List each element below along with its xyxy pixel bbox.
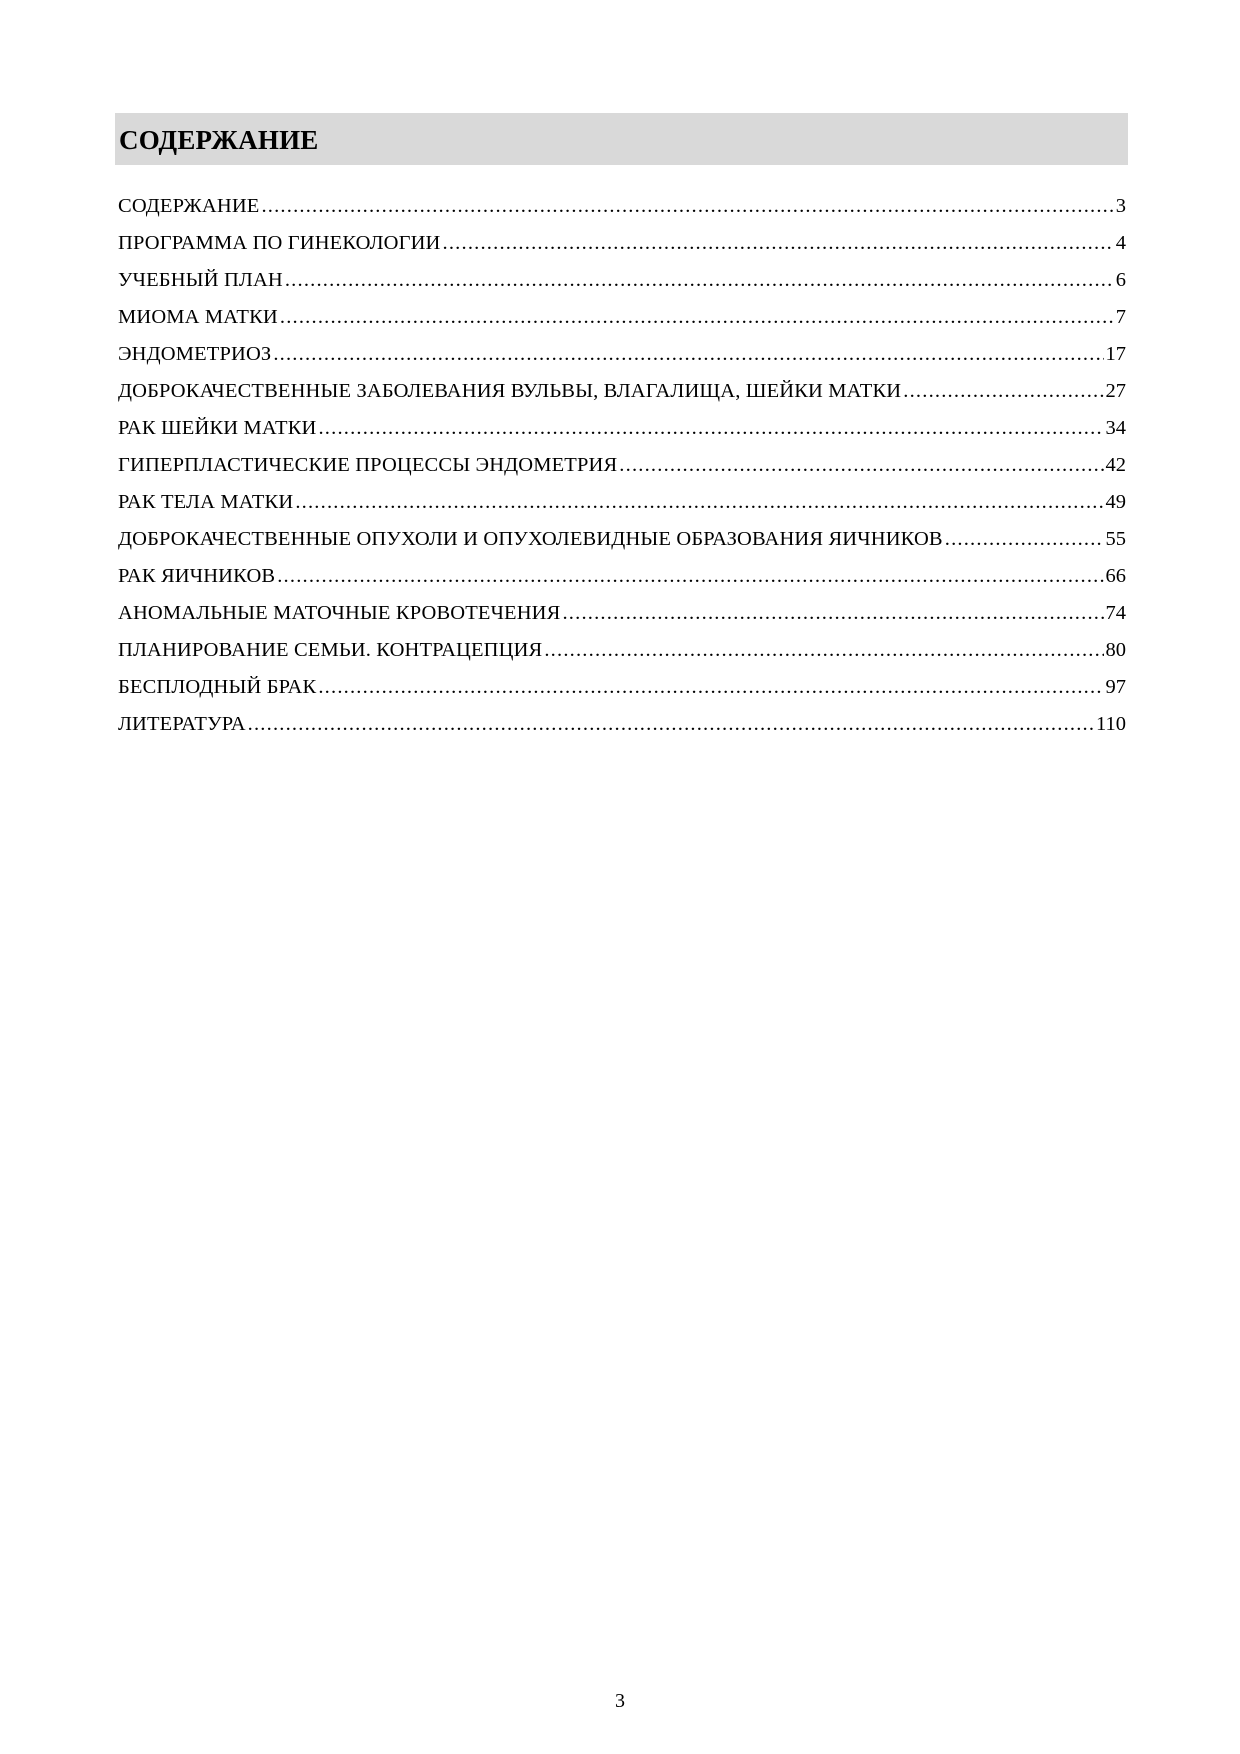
toc-entry[interactable] [118, 299, 1126, 336]
toc-entry-page: 74 [1105, 602, 1126, 624]
toc-entry-page: 7 [1115, 306, 1126, 328]
toc-dot-leader [945, 521, 1104, 558]
toc-entry-title: ПРОГРАММА ПО ГИНЕКОЛОГИИ [118, 232, 441, 254]
contents-heading: СОДЕРЖАНИЕ [119, 124, 319, 155]
toc-entry-page: 42 [1105, 454, 1126, 476]
toc-dot-leader [277, 558, 1103, 595]
toc-entry-page: 4 [1115, 232, 1126, 254]
toc-dot-leader [273, 336, 1103, 373]
toc-entry-title: ДОБРОКАЧЕСТВЕННЫЕ ЗАБОЛЕВАНИЯ ВУЛЬВЫ, ВЛАГАЛИЩА, ШЕЙКИ МАТКИ [118, 380, 902, 402]
toc-entry-title: РАК ТЕЛА МАТКИ [118, 491, 294, 513]
toc-entry-title: РАК ЯИЧНИКОВ [118, 565, 276, 587]
toc-dot-leader [318, 669, 1103, 706]
toc-entry-title: ГИПЕРПЛАСТИЧЕСКИЕ ПРОЦЕССЫ ЭНДОМЕТРИЯ [118, 454, 618, 476]
toc-entry-title: СОДЕРЖАНИЕ [118, 195, 260, 217]
toc-entry-title: БЕСПЛОДНЫЙ БРАК [118, 676, 317, 698]
toc-entry[interactable] [118, 484, 1126, 521]
toc-entry-page: 34 [1105, 417, 1126, 439]
toc-entry-page: 66 [1105, 565, 1126, 587]
toc-dot-leader [248, 706, 1094, 743]
page-number: 3 [615, 1690, 625, 1712]
toc-entry[interactable] [118, 632, 1126, 669]
toc-entry-title: ЛИТЕРАТУРА [118, 713, 246, 735]
toc-entry[interactable] [118, 521, 1126, 558]
toc-entry[interactable] [118, 447, 1126, 484]
toc-entry-title: МИОМА МАТКИ [118, 306, 278, 328]
toc-entry-page: 97 [1105, 676, 1126, 698]
toc-entry[interactable] [118, 188, 1126, 225]
toc-entry[interactable] [118, 669, 1126, 706]
contents-heading-band [115, 113, 1128, 165]
toc-entry-page: 3 [1115, 195, 1126, 217]
toc-dot-leader [318, 410, 1103, 447]
toc-entry-page: 110 [1096, 713, 1126, 735]
toc-entry[interactable] [118, 336, 1126, 373]
toc-entry[interactable] [118, 410, 1126, 447]
toc-entry[interactable] [118, 262, 1126, 299]
toc-entry[interactable] [118, 595, 1126, 632]
toc-dot-leader [295, 484, 1103, 521]
toc-entry-title: ЭНДОМЕТРИОЗ [118, 343, 272, 365]
toc-entry-title: ПЛАНИРОВАНИЕ СЕМЬИ. КОНТРАЦЕПЦИЯ [118, 639, 543, 661]
toc-dot-leader [280, 299, 1114, 336]
toc-dot-leader [261, 188, 1113, 225]
toc-entry-page: 27 [1105, 380, 1126, 402]
toc-entry-page: 6 [1115, 269, 1126, 291]
toc-entry-page: 17 [1105, 343, 1126, 365]
table-of-contents [118, 188, 1126, 743]
toc-entry-title: РАК ШЕЙКИ МАТКИ [118, 417, 317, 439]
toc-entry-page: 80 [1105, 639, 1126, 661]
toc-dot-leader [619, 447, 1103, 484]
toc-dot-leader [443, 225, 1114, 262]
toc-dot-leader [285, 262, 1114, 299]
toc-entry[interactable] [118, 706, 1126, 743]
toc-entry-title: УЧЕБНЫЙ ПЛАН [118, 269, 283, 291]
toc-entry-title: АНОМАЛЬНЫЕ МАТОЧНЫЕ КРОВОТЕЧЕНИЯ [118, 602, 561, 624]
toc-entry-page: 49 [1105, 491, 1126, 513]
toc-entry[interactable] [118, 373, 1126, 410]
toc-entry-title: ДОБРОКАЧЕСТВЕННЫЕ ОПУХОЛИ И ОПУХОЛЕВИДНЫЕ ОБРАЗОВАНИЯ ЯИЧНИКОВ [118, 528, 943, 550]
toc-entry-page: 55 [1105, 528, 1126, 550]
toc-entry[interactable] [118, 225, 1126, 262]
toc-dot-leader [903, 373, 1103, 410]
toc-dot-leader [562, 595, 1103, 632]
toc-dot-leader [544, 632, 1103, 669]
toc-entry[interactable] [118, 558, 1126, 595]
